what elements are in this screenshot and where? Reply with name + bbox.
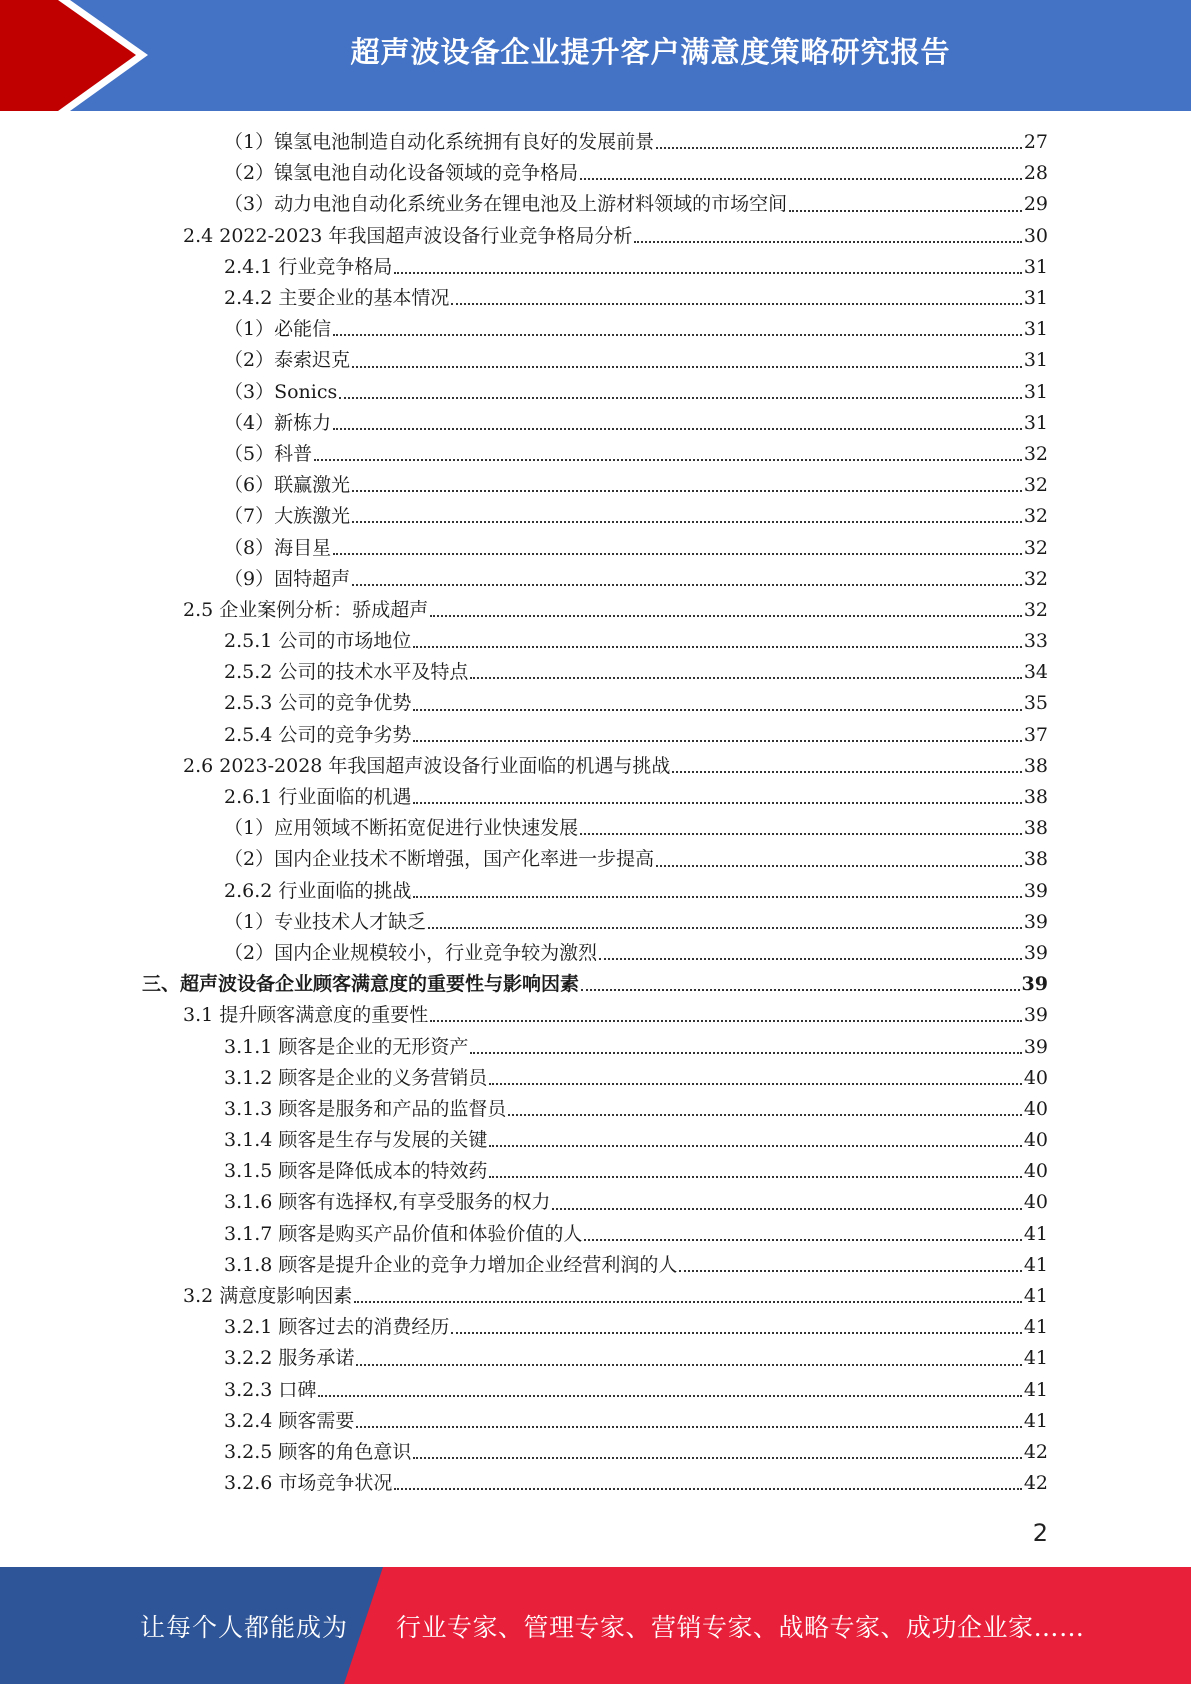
toc-leader-dots <box>599 957 1022 960</box>
toc-entry-page: 39 <box>1023 1035 1048 1058</box>
toc-entry-label: 3.2.3 口碑 <box>224 1378 317 1401</box>
toc-leader-dots <box>580 832 1022 835</box>
toc-leader-dots <box>394 1487 1021 1490</box>
toc-entry-label: 3.1 提升顾客满意度的重要性 <box>183 1004 429 1027</box>
toc-entry-page: 42 <box>1023 1440 1048 1463</box>
toc-entry-label: （2）国内企业规模较小，行业竞争较为激烈 <box>224 941 598 964</box>
toc-entry-page: 40 <box>1023 1129 1048 1152</box>
toc-entry-label: 3.1.5 顾客是降低成本的特效药 <box>224 1160 488 1183</box>
toc-leader-dots <box>679 1269 1021 1272</box>
toc-leader-dots <box>413 708 1021 711</box>
toc-leader-dots <box>584 1238 1021 1241</box>
toc-entry-page: 28 <box>1023 162 1048 185</box>
toc-entry-label: 2.5 企业案例分析：骄成超声 <box>183 598 429 621</box>
toc-entry[interactable] <box>0 1094 1191 1125</box>
toc-leader-dots <box>430 614 1022 617</box>
toc-entry-label: 2.5.1 公司的市场地位 <box>224 630 412 653</box>
toc-leader-dots <box>489 1082 1021 1085</box>
toc-entry-page: 39 <box>1023 1004 1048 1027</box>
toc-leader-dots <box>489 1144 1021 1147</box>
toc-leader-dots <box>356 1425 1021 1428</box>
toc-entry[interactable] <box>0 439 1191 470</box>
toc-entry-label: 3.1.2 顾客是企业的义务营销员 <box>224 1066 488 1089</box>
report-title: 超声波设备企业提升客户满意度策略研究报告 <box>350 34 951 69</box>
toc-entry-page: 38 <box>1023 848 1048 871</box>
toc-entry-page: 38 <box>1023 754 1048 777</box>
toc-entry-label: 2.5.3 公司的竞争优势 <box>224 692 412 715</box>
toc-entry-page: 39 <box>1023 910 1048 933</box>
toc-entry[interactable] <box>0 221 1191 252</box>
toc-entry-page: 40 <box>1023 1066 1048 1089</box>
toc-entry-page: 39 <box>1021 973 1048 996</box>
toc-leader-dots <box>413 645 1021 648</box>
toc-entry[interactable] <box>0 377 1191 408</box>
toc-entry[interactable] <box>0 626 1191 657</box>
toc-entry[interactable] <box>0 501 1191 532</box>
toc-entry-page: 39 <box>1023 879 1048 902</box>
toc-entry[interactable] <box>0 1250 1191 1281</box>
toc-entry-page: 31 <box>1023 318 1048 341</box>
toc-entry-page: 38 <box>1023 817 1048 840</box>
toc-leader-dots <box>430 1019 1022 1022</box>
toc-entry[interactable] <box>0 345 1191 376</box>
toc-entry-label: 3.2.5 顾客的角色意识 <box>224 1440 412 1463</box>
toc-entry-label: 3.1.8 顾客是提升企业的竞争力增加企业经营利润的人 <box>224 1253 678 1276</box>
toc-leader-dots <box>508 1113 1021 1116</box>
toc-entry-label: （4）新栋力 <box>224 411 332 434</box>
toc-entry-label: （1）应用领域不断拓宽促进行业快速发展 <box>224 817 579 840</box>
toc-leader-dots <box>333 552 1022 555</box>
toc-entry-label: （2）泰索迟克 <box>224 349 351 372</box>
toc-entry[interactable] <box>0 564 1191 595</box>
toc-entry-label: 3.2.2 服务承诺 <box>224 1347 355 1370</box>
toc-entry-label: （1）必能信 <box>224 318 332 341</box>
toc-leader-dots <box>314 458 1022 461</box>
toc-entry[interactable] <box>0 751 1191 782</box>
toc-leader-dots <box>656 864 1022 867</box>
toc-entry-page: 31 <box>1023 349 1048 372</box>
toc-leader-dots <box>552 1207 1021 1210</box>
toc-entry-page: 32 <box>1023 474 1048 497</box>
toc-entry[interactable] <box>0 720 1191 751</box>
toc-entry-page: 31 <box>1023 411 1048 434</box>
toc-entry-page: 41 <box>1023 1347 1048 1370</box>
toc-entry-page: 40 <box>1023 1097 1048 1120</box>
toc-entry[interactable] <box>0 283 1191 314</box>
toc-entry-label: 3.2.4 顾客需要 <box>224 1409 355 1432</box>
toc-entry-label: 3.1.3 顾客是服务和产品的监督员 <box>224 1097 507 1120</box>
toc-entry-label: 2.4.1 行业竞争格局 <box>224 255 393 278</box>
toc-entry[interactable] <box>0 1406 1191 1437</box>
toc-entry-page: 42 <box>1023 1472 1048 1495</box>
toc-entry[interactable] <box>0 1468 1191 1499</box>
toc-leader-dots <box>581 988 1020 991</box>
toc-entry[interactable] <box>0 314 1191 345</box>
toc-entry-label: 2.4 2022-2023 年我国超声波设备行业竞争格局分析 <box>183 224 633 247</box>
toc-leader-dots <box>413 801 1021 804</box>
toc-leader-dots <box>470 676 1021 679</box>
toc-entry[interactable] <box>0 1343 1191 1374</box>
toc-entry-label: （2）国内企业技术不断增强，国产化率进一步提高 <box>224 848 655 871</box>
toc-entry-label: （9）固特超声 <box>224 567 351 590</box>
toc-entry-page: 34 <box>1023 661 1048 684</box>
toc-leader-dots <box>356 1363 1021 1366</box>
toc-leader-dots <box>352 365 1022 368</box>
report-footer <box>0 1567 1191 1684</box>
toc-entry[interactable] <box>0 1219 1191 1250</box>
toc-leader-dots <box>352 520 1022 523</box>
toc-entry[interactable] <box>0 876 1191 907</box>
toc-leader-dots <box>789 209 1022 212</box>
toc-entry-label: 2.4.2 主要企业的基本情况 <box>224 287 450 310</box>
toc-entry[interactable] <box>0 1281 1191 1312</box>
toc-entry-label: 3.1.6 顾客有选择权,有享受服务的权力 <box>224 1191 551 1214</box>
toc-entry-page: 31 <box>1023 287 1048 310</box>
toc-entry[interactable] <box>0 813 1191 844</box>
header-chevron-icon <box>0 0 160 111</box>
toc-entry-page: 31 <box>1023 380 1048 403</box>
toc-entry-label: 2.5.2 公司的技术水平及特点 <box>224 661 469 684</box>
toc-entry-label: 2.5.4 公司的竞争劣势 <box>224 723 412 746</box>
toc-entry[interactable] <box>0 1187 1191 1218</box>
toc-entry[interactable] <box>0 189 1191 220</box>
toc-entry-page: 41 <box>1023 1316 1048 1339</box>
toc-entry-page: 33 <box>1023 630 1048 653</box>
toc-entry[interactable] <box>0 657 1191 688</box>
toc-leader-dots <box>428 926 1022 929</box>
toc-entry[interactable] <box>0 532 1191 563</box>
toc-entry-page: 37 <box>1023 723 1048 746</box>
toc-leader-dots <box>394 271 1021 274</box>
toc-entry-label: （8）海目星 <box>224 536 332 559</box>
toc-leader-dots <box>672 770 1021 773</box>
toc-entry-page: 35 <box>1023 692 1048 715</box>
toc-entry-label: （3）动力电池自动化系统业务在锂电池及上游材料领域的市场空间 <box>224 193 788 216</box>
toc-leader-dots <box>656 146 1022 149</box>
footer-slogan-right: 行业专家、管理专家、营销专家、战略专家、成功企业家…… <box>396 1612 1085 1642</box>
table-of-contents <box>0 127 1191 1499</box>
toc-entry[interactable] <box>0 408 1191 439</box>
toc-entry-label: 3.1.4 顾客是生存与发展的关键 <box>224 1129 488 1152</box>
toc-entry-label: （5）科普 <box>224 442 313 465</box>
toc-entry[interactable] <box>0 907 1191 938</box>
toc-entry-label: 2.6.2 行业面临的挑战 <box>224 879 412 902</box>
toc-entry[interactable] <box>0 470 1191 501</box>
toc-entry-label: 2.6.1 行业面临的机遇 <box>224 786 412 809</box>
toc-leader-dots <box>333 333 1022 336</box>
toc-entry-page: 41 <box>1023 1253 1048 1276</box>
toc-entry-label: 3.2.6 市场竞争状况 <box>224 1472 393 1495</box>
toc-leader-dots <box>413 739 1021 742</box>
toc-entry[interactable] <box>0 1000 1191 1031</box>
toc-entry-label: 3.2.1 顾客过去的消费经历 <box>224 1316 450 1339</box>
toc-leader-dots <box>580 177 1022 180</box>
toc-leader-dots <box>352 489 1022 492</box>
toc-entry-page: 41 <box>1023 1222 1048 1245</box>
toc-leader-dots <box>634 240 1021 243</box>
toc-entry-page: 32 <box>1023 536 1048 559</box>
toc-entry[interactable] <box>0 1063 1191 1094</box>
toc-leader-dots <box>413 895 1021 898</box>
toc-entry[interactable] <box>0 1156 1191 1187</box>
toc-entry-page: 30 <box>1023 224 1048 247</box>
toc-entry[interactable] <box>0 595 1191 626</box>
toc-entry-label: （1）专业技术人才缺乏 <box>224 910 427 933</box>
toc-entry[interactable] <box>0 688 1191 719</box>
toc-entry[interactable] <box>0 1125 1191 1156</box>
page-number: 2 <box>1032 1519 1048 1547</box>
toc-entry-page: 32 <box>1023 442 1048 465</box>
toc-entry[interactable] <box>0 938 1191 969</box>
toc-entry[interactable] <box>0 1375 1191 1406</box>
toc-leader-dots <box>470 1051 1021 1054</box>
toc-leader-dots <box>354 1300 1022 1303</box>
toc-entry-label: 3.1.7 顾客是购买产品价值和体验价值的人 <box>224 1222 583 1245</box>
toc-entry-page: 27 <box>1023 131 1048 154</box>
toc-entry-label: 2.6 2023-2028 年我国超声波设备行业面临的机遇与挑战 <box>183 754 671 777</box>
toc-entry[interactable] <box>0 1312 1191 1343</box>
toc-entry-label: 3.2 满意度影响因素 <box>183 1285 353 1308</box>
toc-leader-dots <box>451 1331 1021 1334</box>
toc-entry-page: 41 <box>1023 1285 1048 1308</box>
toc-entry[interactable] <box>0 969 1191 1000</box>
toc-entry-page: 39 <box>1023 941 1048 964</box>
toc-entry-page: 29 <box>1023 193 1048 216</box>
toc-leader-dots <box>451 302 1021 305</box>
toc-entry-page: 38 <box>1023 786 1048 809</box>
toc-leader-dots <box>333 427 1022 430</box>
toc-entry-page: 32 <box>1023 505 1048 528</box>
toc-entry-label: （3）Sonics <box>224 380 338 403</box>
toc-entry[interactable] <box>0 782 1191 813</box>
toc-entry-page: 40 <box>1023 1191 1048 1214</box>
toc-entry[interactable] <box>0 1031 1191 1062</box>
toc-entry[interactable] <box>0 252 1191 283</box>
toc-entry-label: （6）联赢激光 <box>224 474 351 497</box>
toc-entry-page: 32 <box>1023 598 1048 621</box>
toc-entry[interactable] <box>0 127 1191 158</box>
toc-entry-page: 41 <box>1023 1378 1048 1401</box>
toc-entry-label: 三、超声波设备企业顾客满意度的重要性与影响因素 <box>142 973 580 996</box>
toc-entry[interactable] <box>0 844 1191 875</box>
toc-entry-label: 3.1.1 顾客是企业的无形资产 <box>224 1035 469 1058</box>
toc-entry-label: （1）镍氢电池制造自动化系统拥有良好的发展前景 <box>224 131 655 154</box>
toc-entry-page: 31 <box>1023 255 1048 278</box>
toc-entry-label: （2）镍氢电池自动化设备领域的竞争格局 <box>224 162 579 185</box>
toc-leader-dots <box>352 583 1022 586</box>
toc-leader-dots <box>413 1456 1021 1459</box>
toc-entry-page: 41 <box>1023 1409 1048 1432</box>
toc-leader-dots <box>489 1175 1021 1178</box>
toc-leader-dots <box>318 1394 1021 1397</box>
toc-entry-page: 40 <box>1023 1160 1048 1183</box>
report-header <box>0 0 1191 111</box>
toc-entry[interactable] <box>0 1437 1191 1468</box>
toc-entry-label: （7）大族激光 <box>224 505 351 528</box>
toc-entry[interactable] <box>0 158 1191 189</box>
toc-leader-dots <box>339 396 1022 399</box>
toc-entry-page: 32 <box>1023 567 1048 590</box>
footer-slogan-left: 让每个人都能成为 <box>140 1612 349 1642</box>
